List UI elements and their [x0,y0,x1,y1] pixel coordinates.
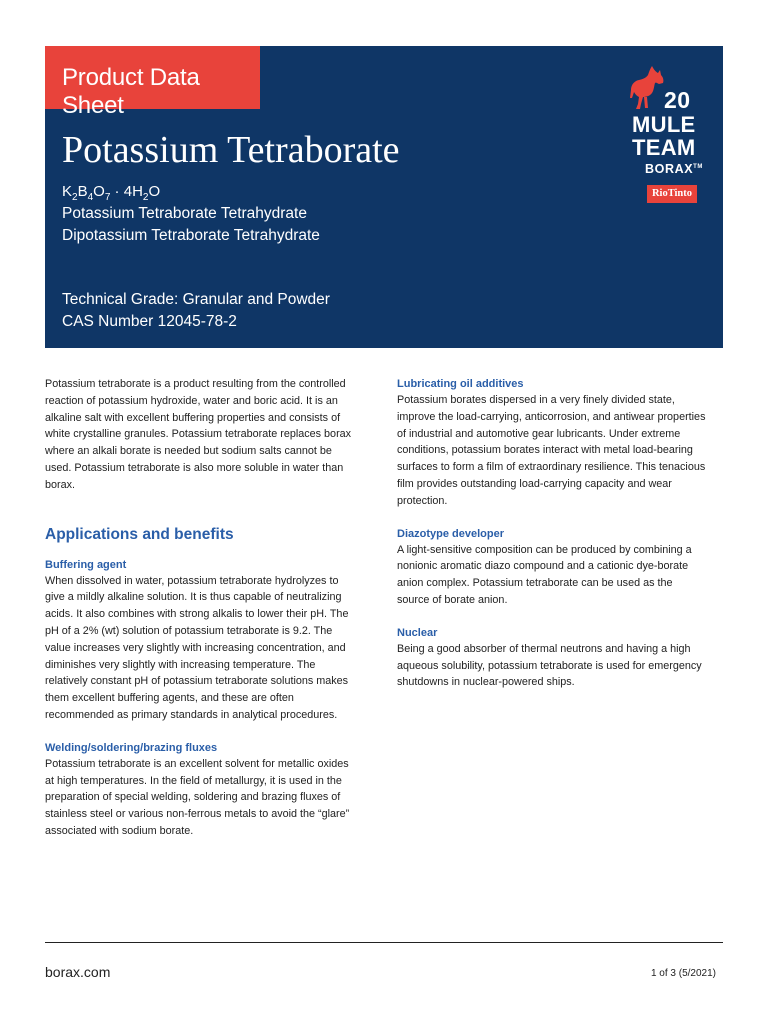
logo-trademark: TM [693,164,704,170]
header-banner [45,46,723,348]
brand-logo [630,64,705,209]
formula-hydrate: · 4H [110,183,143,200]
product-title: Potassium Tetraborate [62,129,400,171]
welding-fluxes-text: Potassium tetraborate is an excellent solvent for metallic oxides at high temperatures. In the field of metallurgy, it is used in the preparation of special welding, soldering and brazing fluxes of stainless steel or various non-ferrous metals to avoid the “glare” associated with sodium borate. [45,757,350,837]
cas-number: CAS Number 12045-78-2 [62,313,237,330]
formula-k: K [62,183,73,200]
riotinto-badge: RioTinto [647,185,697,203]
logo-borax-word: BORAX [645,162,694,176]
right-column [397,376,707,691]
mule-icon [630,64,666,110]
website-link[interactable]: borax.com [45,964,111,980]
page-number: 1 of 3 (5/2021) [650,968,716,979]
formula-o: O [93,183,105,200]
lubricating-oil-heading: Lubricating oil additives [397,378,524,390]
logo-text-mule: MULE [632,112,696,137]
applications-heading: Applications and benefits [45,525,234,543]
nuclear-text: Being a good absorber of thermal neutrons and having a high aqueous solubility, potassium tetraborate is used for emergency shutdowns in nuclear-powered ships. [397,642,702,689]
formula-b-sub: 4 [87,192,94,203]
grade-line: Technical Grade: Granular and Powder [62,291,330,308]
formula-o2: O [148,183,161,200]
chemical-formula [62,183,160,201]
logo-text-20: 20 [664,87,691,113]
synonym-1: Potassium Tetraborate Tetrahydrate [62,205,307,222]
lubricating-oil-text: Potassium borates dispersed in a very finely divided state, improve the load-carrying, anticorrosion, and antiwear properties of industrial and automotive gear lubricants. Under extreme conditions, potassium borates interact with metal load-bearing surfaces to form a film of extraordinary resilience. This tenacious film provides outstanding load-carrying capacity and wear protection. [397,394,706,507]
diazotype-heading: Diazotype developer [397,527,504,540]
buffering-agent-text: When dissolved in water, potassium tetraborate hydrolyzes to give a mildly alkaline solution. It is thus capable of neutralizing acids. It also combines with strong alkalis to lower their pH. The pH of a 2% (wt) solution of potassium tetraborate is 9.2. The value increases very slightly with increasing concentration, and diminishes very slightly with increasing temperature. The relatively constant pH of potassium tetraborate solutions makes them excellent buffering agents, and these are often recommended as primary standards in analytical procedures. [45,574,349,721]
diazotype-text: A light-sensitive composition can be produced by combining a nonionic aromatic diazo compound and a cationic dye-borate anion complex. Potassium tetraborate can be used as the source of borate anion. [397,543,692,606]
document-type-label-box [45,46,260,119]
synonym-2: Dipotassium Tetraborate Tetrahydrate [62,227,320,244]
formula-h-sub: 2 [142,192,149,203]
logo-text-borax [645,160,703,176]
intro-paragraph: Potassium tetraborate is a product resulting from the controlled reaction of potassium hydroxide, water and boric acid. It is an alkaline salt with excellent buffering properties and consists of white crystalline granules. Potassium tetraborate replaces borax where an alkali borate is needed but sodium salts cannot be used. Potassium tetraborate is also more soluble in water than borax. [45,378,352,491]
buffering-agent-heading: Buffering agent [45,558,127,571]
document-type-label: Product Data Sheet [62,64,200,119]
formula-b: B [77,183,88,200]
formula-o-sub: 7 [104,192,111,203]
footer-divider [45,942,723,943]
left-column [45,376,355,840]
nuclear-heading: Nuclear [397,626,438,639]
formula-k-sub: 2 [72,192,78,203]
logo-text-team: TEAM [632,135,696,160]
welding-fluxes-heading: Welding/soldering/brazing fluxes [45,741,218,754]
